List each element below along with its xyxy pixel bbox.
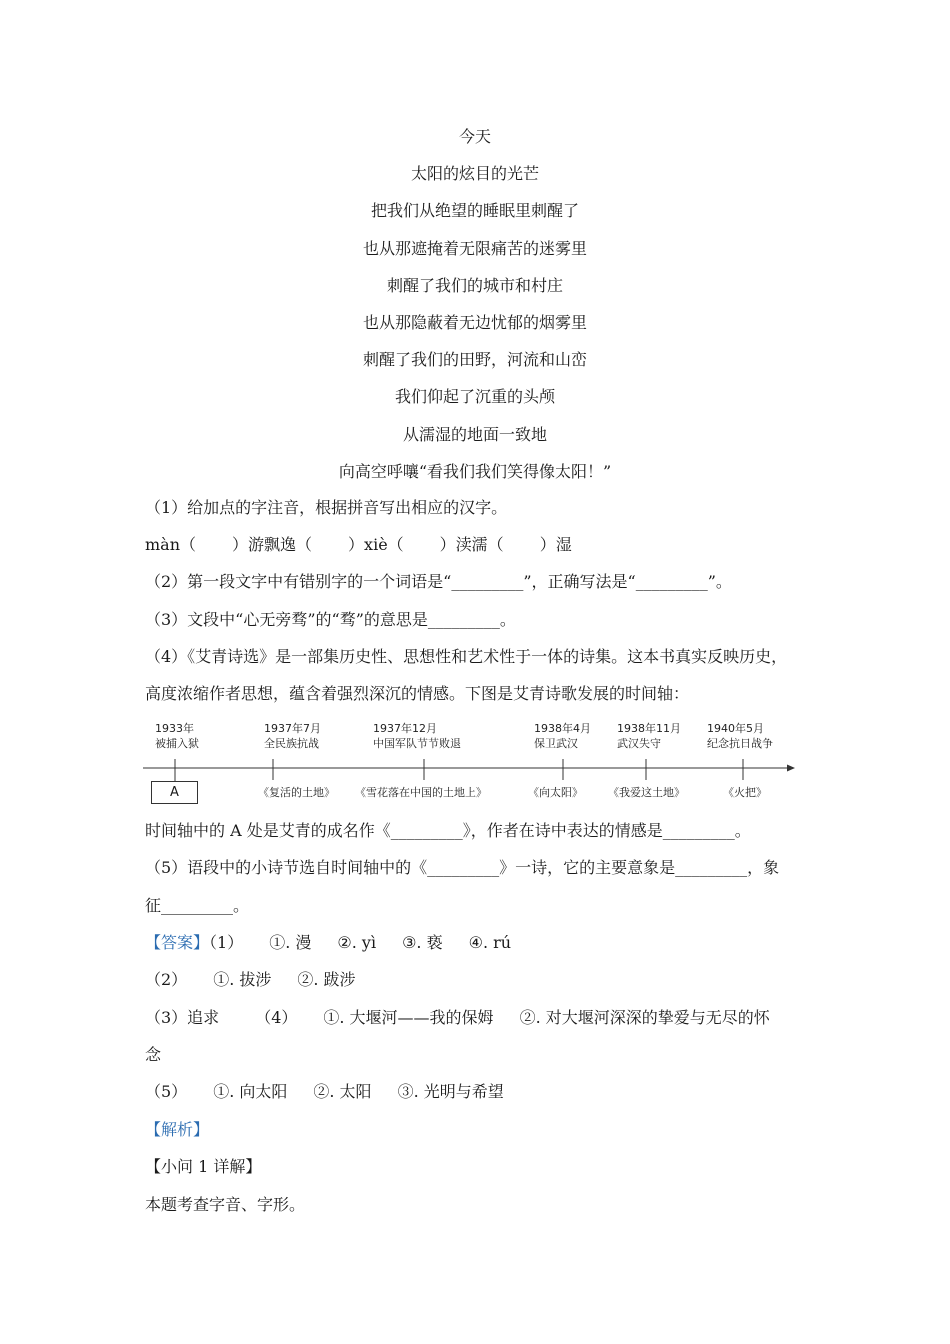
timeline-axis [143, 716, 803, 816]
question-5-line-2: 征_________。 [145, 896, 250, 915]
pinyin-item: ）渎濡（ [439, 535, 504, 554]
poem-line: 把我们从绝望的睡眠里刺醒了 [370, 201, 579, 221]
timeline-box-a: A [151, 781, 198, 804]
poem-line: 我们仰起了沉重的头颅 [394, 387, 555, 407]
question-1: （1）给加点的字注音，根据拼音写出相应的汉字。 [145, 498, 508, 517]
answer-part: ②. 跋涉 [297, 970, 356, 989]
answer-part: ②. 太阳 [313, 1082, 372, 1101]
poem-line: 也从那隐蔽着无边忧郁的烟雾里 [362, 312, 587, 332]
timeline-event: 1937年12月 中国军队节节败退 [373, 722, 461, 750]
pinyin-item: ）湿 [539, 535, 572, 554]
answer-part: ③. 亵 [402, 933, 443, 952]
timeline-event: 1938年11月 武汉失守 [617, 722, 681, 750]
poem-line: 今天 [458, 127, 491, 146]
question-2: （2）第一段文字中有错别字的一个词语是“_________”，正确写法是“_________”。 [145, 572, 732, 591]
question-3: （3）文段中“心无旁骛”的“骛”的意思是_________。 [145, 610, 516, 629]
answer-5 [145, 1073, 810, 1111]
answer-part: （3）追求 [145, 1008, 220, 1027]
pinyin-item: màn（ [145, 535, 197, 554]
question-1-items [145, 526, 810, 564]
timeline-event: 1938年4月 保卫武汉 [534, 722, 591, 750]
answer-2 [145, 961, 810, 999]
pinyin-item: ）xiè（ [348, 535, 404, 554]
answer-part: ③. 光明与希望 [397, 1082, 504, 1101]
timeline-event: 1933年 被捕入狱 [155, 722, 199, 750]
question-5-line-1: （5）语段中的小诗节选自时间轴中的《_________》一诗，它的主要意象是_________，象 [145, 858, 780, 877]
answer-part: ①. 漫 [269, 933, 312, 952]
sub-question-1-label: 【小问 1 详解】 [145, 1157, 262, 1176]
poem-line: 向高空呼嚷“看我们我们笑得像太阳！” [338, 461, 612, 481]
answer-1 [145, 924, 810, 962]
timeline-book: 《我爱这土地》 [608, 786, 685, 799]
answer-part: （4） [255, 1008, 298, 1027]
pinyin-item: ）游飘逸（ [232, 535, 313, 554]
answer-part: ①. 拔涉 [213, 970, 272, 989]
answer-part: （5） [145, 1082, 188, 1101]
answer-part: ②. 对大堰河深深的挚爱与无尽的怀 [519, 1008, 770, 1027]
answer-3-4 [145, 999, 810, 1037]
question-4-line-1: （4）《艾青诗选》是一部集历史性、思想性和艺术性于一体的诗集。这本书真实反映历史， [145, 647, 788, 666]
answer-part: ②. yì [337, 933, 377, 952]
poem [0, 118, 950, 490]
timeline-book: 《雪花落在中国的土地上》 [355, 786, 487, 799]
poem-line: 也从那遮掩着无限痛苦的迷雾里 [362, 238, 587, 258]
answer-part: （1） [209, 933, 244, 952]
analysis-label: 【解析】 [145, 1120, 210, 1139]
answer-3-4-cont: 念 [145, 1045, 162, 1064]
timeline [143, 716, 803, 816]
timeline-book: 《复活的土地》 [258, 786, 335, 799]
answer-label: 【答案】 [145, 933, 210, 952]
poem-line: 刺醒了我们的田野，河流和山峦 [362, 350, 587, 370]
question-4-line-2: 高度浓缩作者思想，蕴含着强烈深沉的情感。下图是艾青诗歌发展的时间轴： [145, 684, 690, 703]
timeline-event: 1937年7月 全民族抗战 [264, 722, 321, 750]
poem-line: 从濡湿的地面一致地 [402, 424, 547, 444]
answer-part: ④. rú [468, 933, 512, 952]
sub-question-1-text: 本题考查字音、字形。 [145, 1195, 306, 1214]
answer-part: ①. 大堰河——我的保姆 [323, 1008, 494, 1027]
poem-line: 太阳的炫目的光芒 [410, 164, 539, 184]
poem-line: 刺醒了我们的城市和村庄 [386, 275, 563, 295]
timeline-book: 《向太阳》 [528, 786, 583, 799]
timeline-event: 1940年5月 纪念抗日战争 [707, 722, 773, 750]
timeline-book: 《火把》 [723, 786, 767, 799]
answer-part: （2） [145, 970, 188, 989]
question-4-line-3: 时间轴中的 A 处是艾青的成名作《_________》，作者在诗中表达的情感是_________。 [145, 821, 751, 840]
answer-part: ①. 向太阳 [213, 1082, 288, 1101]
